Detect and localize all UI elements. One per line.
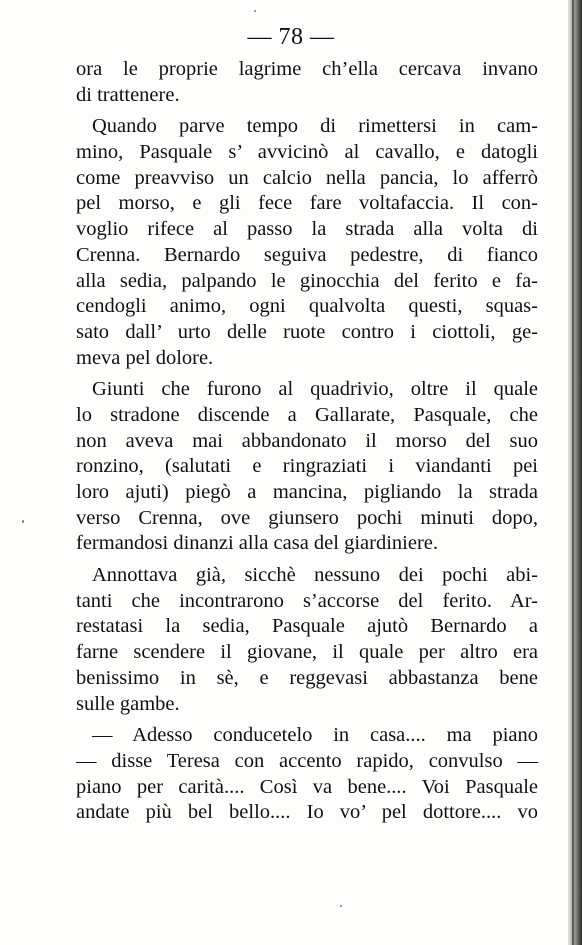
paper-speck — [254, 10, 256, 12]
text-line: Crenna. Bernardo seguiva pedestre, di fianco — [76, 243, 538, 266]
text-line: voglio rifece al passo la strada alla volta di — [76, 218, 538, 241]
text-line: ora le proprie lagrime ch’ella cercava invano — [76, 58, 538, 80]
text-line: restatasi la sedia, Pasquale ajutò Bernardo a — [76, 615, 538, 638]
text-line: sato dall’ urto delle ruote contro i ciottoli, ge- — [76, 320, 538, 343]
text-line: cendogli animo, ogni qualvolta questi, squas- — [76, 295, 538, 318]
text-line: loro ajuti) piegò a mancina, pigliando la strada — [76, 481, 538, 503]
text-line: verso Crenna, ove giunsero pochi minuti dopo, — [76, 506, 538, 529]
text-line: — Adesso conducetelo in casa.... ma piano — [92, 724, 538, 747]
text-line: alla sedia, palpando le ginocchia del ferito e fa- — [76, 269, 538, 292]
text-line: andate più bel bello.... Io vo’ pel dottore.... vo — [76, 801, 538, 824]
text-line: fermandosi dinanzi alla casa del giardiniere. — [76, 532, 439, 555]
paragraph — [76, 114, 538, 371]
page-edge-shadow — [568, 0, 582, 945]
paragraph — [76, 723, 538, 826]
text-line: — disse Teresa con accento rapido, convulso — — [76, 749, 538, 772]
page-text — [76, 57, 538, 826]
paragraph — [76, 563, 538, 717]
text-line: farne scendere il giovane, il quale per altro era — [76, 641, 538, 664]
text-line: lo stradone discende a Gallarate, Pasquale, che — [76, 403, 538, 426]
text-line: ronzino, (salutati e ringraziati i viandanti pei — [76, 455, 538, 478]
text-line: Giunti che furono al quadrivio, oltre il quale — [92, 378, 538, 401]
paragraph — [76, 377, 538, 557]
text-line: piano per carità.... Così va bene.... Voi Pasquale — [76, 775, 538, 798]
text-line: mino, Pasquale s’ avvicinò al cavallo, e datogli — [76, 141, 538, 164]
text-line: benissimo in sè, e reggevasi abbastanza bene — [76, 666, 538, 689]
text-line: meva pel dolore. — [76, 346, 214, 369]
text-line: Quando parve tempo di rimettersi in cam- — [92, 115, 538, 138]
text-line: pel morso, e gli fece fare voltafaccia. Il con- — [76, 192, 538, 215]
paper-speck — [22, 520, 24, 523]
text-line: Annottava già, sicchè nessuno dei pochi abi- — [92, 564, 538, 587]
paper-speck — [340, 905, 342, 907]
text-line: di trattenere. — [76, 83, 180, 106]
paragraph — [76, 57, 538, 108]
text-line: sulle gambe. — [76, 692, 180, 715]
text-line: non aveva mai abbandonato il morso del suo — [76, 429, 538, 452]
text-line: come preavviso un calcio nella pancia, lo afferrò — [76, 166, 538, 189]
text-line: tanti che incontrarono s’accorse del ferito. Ar- — [76, 589, 538, 612]
page-number: — 78 — — [247, 24, 335, 50]
